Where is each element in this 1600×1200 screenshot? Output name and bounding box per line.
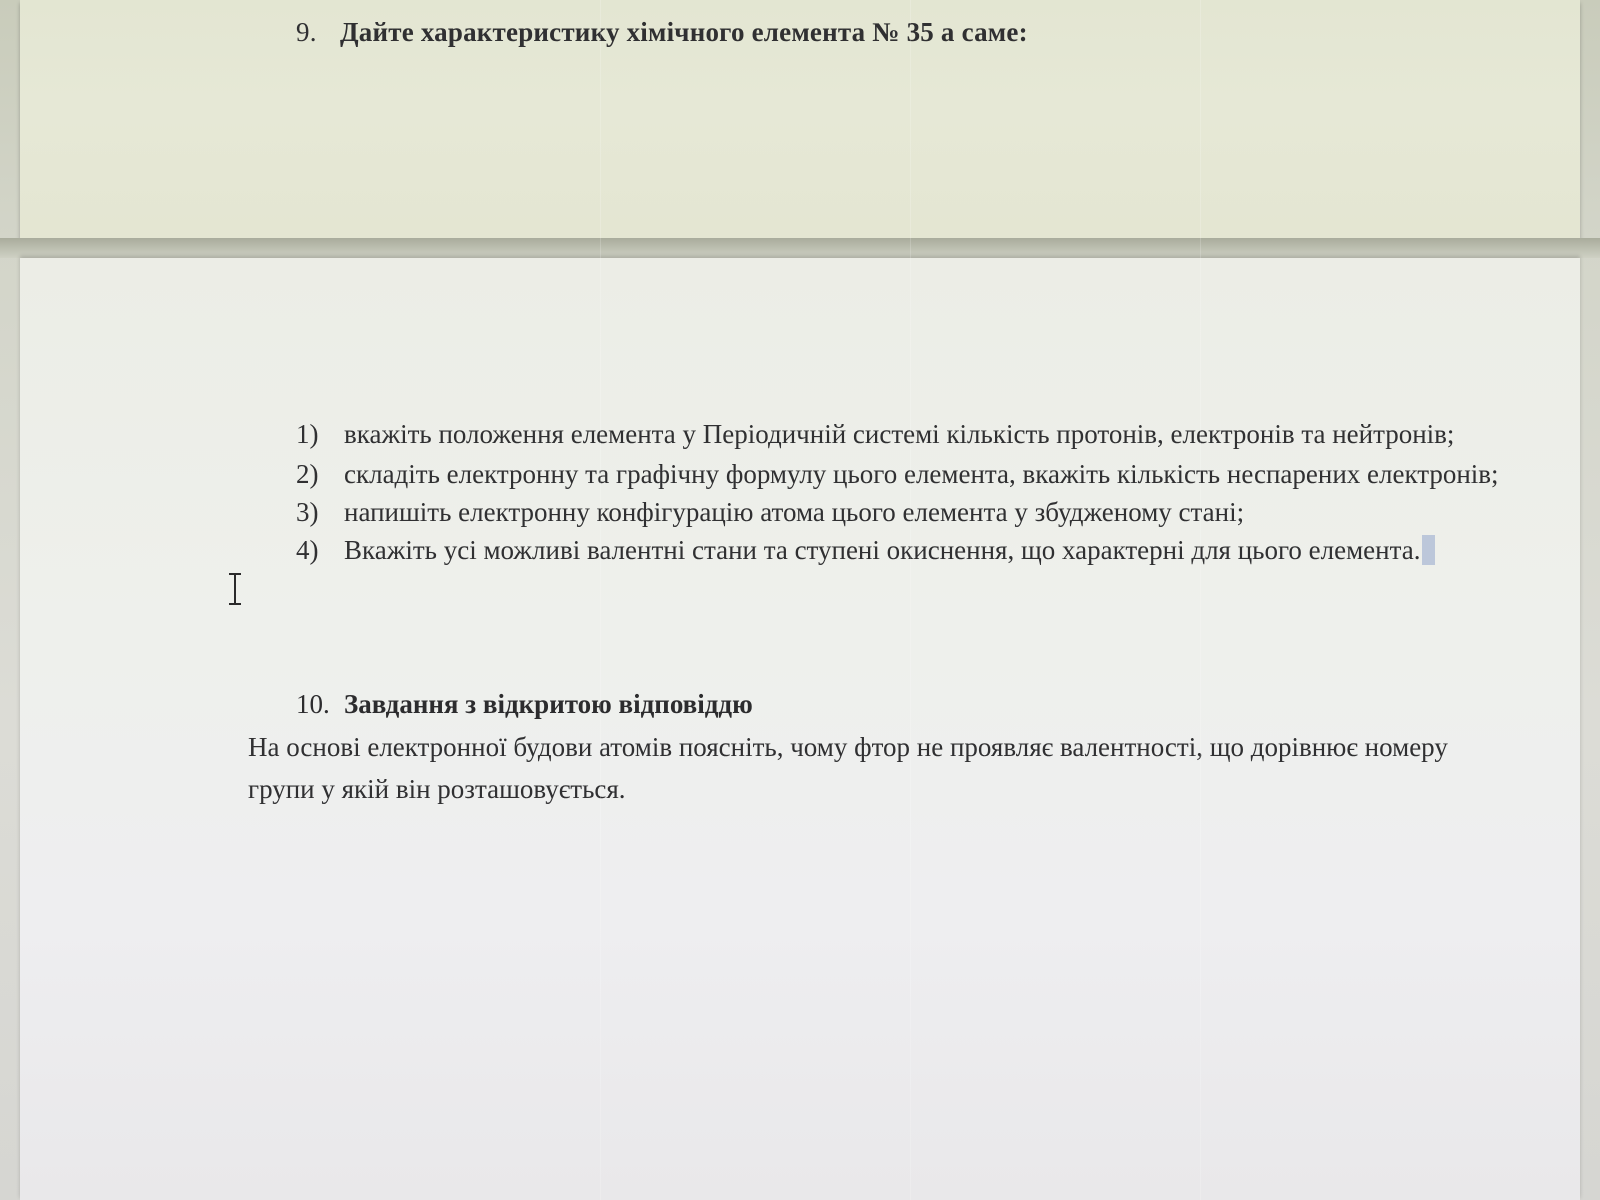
list-item[interactable] xyxy=(296,456,1512,492)
list-item-text: складіть електронну та графічну формулу цього елемента, вкажіть кількість неспарених електронів; xyxy=(344,459,1499,489)
list-item[interactable] xyxy=(296,416,1512,452)
list-item[interactable] xyxy=(296,532,1512,568)
list-item-marker: 3) xyxy=(296,497,319,527)
question-9-title: Дайте характеристику хімічного елемента № 35 а саме: xyxy=(340,17,1028,47)
question-10-heading[interactable] xyxy=(296,686,753,722)
question-10-body[interactable]: На основі електронної будови атомів поясніть, чому фтор не проявляє валентності, що дорівнює номеру групи у якій він розташовується. xyxy=(248,732,1448,804)
page-separator xyxy=(0,238,1600,258)
question-10-title: Завдання з відкритою відповіддю xyxy=(344,689,753,719)
list-item-marker: 4) xyxy=(296,535,319,565)
text-selection-caret xyxy=(1422,535,1435,565)
list-item-marker: 1) xyxy=(296,419,319,449)
screen-scanline xyxy=(600,0,601,1200)
text-cursor-icon xyxy=(226,572,244,606)
list-item-marker: 2) xyxy=(296,459,319,489)
screen-scanline xyxy=(1200,0,1201,1200)
question-9-heading[interactable] xyxy=(296,14,1028,50)
list-item-text: напишіть електронну конфігурацію атома цього елемента у збудженому стані; xyxy=(344,497,1245,527)
list-item-text: вкажіть положення елемента у Періодичній системі кількість протонів, електронів та нейтронів; xyxy=(344,419,1455,449)
task-list[interactable] xyxy=(296,416,1512,568)
screen-scanline xyxy=(910,0,911,1200)
list-item[interactable] xyxy=(296,494,1512,530)
question-9-number: 9. xyxy=(296,17,317,47)
question-10-number: 10. xyxy=(296,689,330,719)
list-item-text: Вкажіть усі можливі валентні стани та ступені окиснення, що характерні для цього елемента. xyxy=(344,535,1421,565)
